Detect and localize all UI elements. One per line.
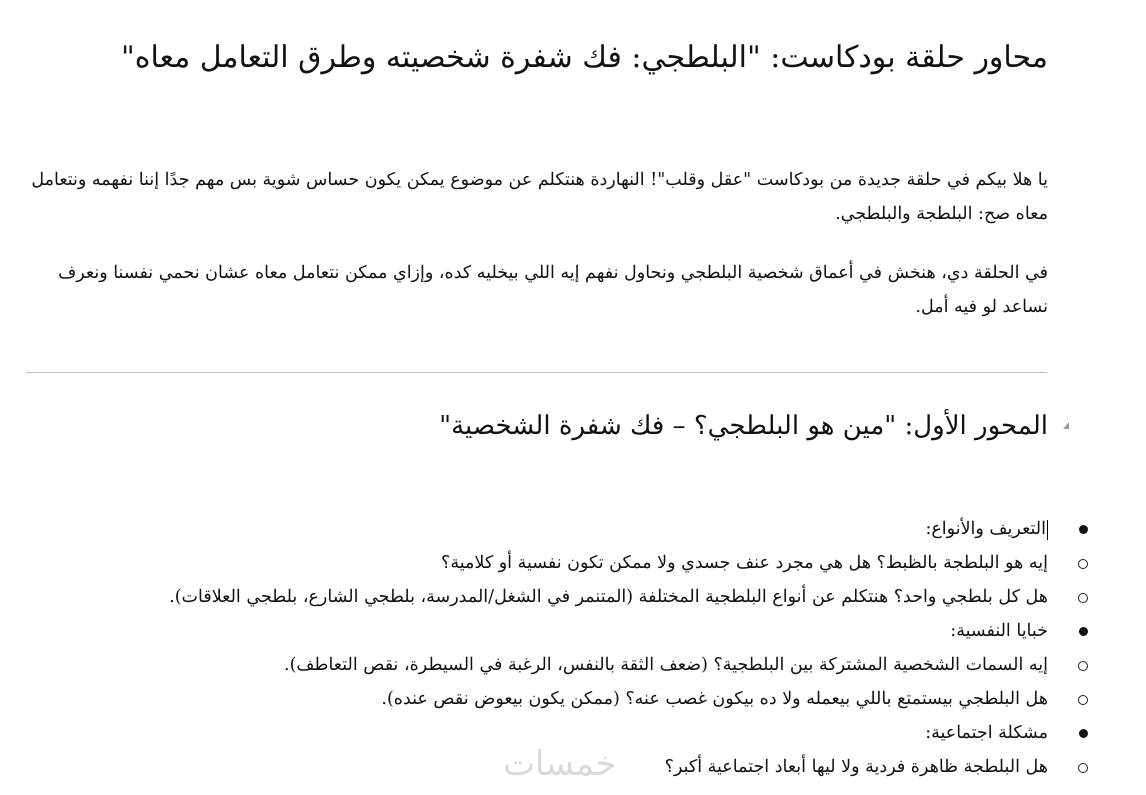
- horizontal-divider: [26, 372, 1047, 373]
- list-item[interactable]: [8, 512, 1048, 546]
- list-item[interactable]: [8, 614, 1048, 648]
- bullet-hollow-icon: [1078, 661, 1088, 671]
- section-title: المحور الأول: "مين هو البلطجي؟ – فك شفرة الشخصية": [439, 411, 1048, 441]
- watermark-logo: خمسات: [503, 744, 617, 784]
- bullet-filled-icon: [1079, 729, 1088, 738]
- bullet-hollow-icon: [1078, 559, 1088, 569]
- collapse-triangle-icon[interactable]: [1063, 422, 1069, 429]
- list-item[interactable]: [8, 580, 1048, 614]
- list-item[interactable]: [8, 648, 1048, 682]
- document-title: محاور حلقة بودكاست: "البلطجي: فك شفرة شخصيته وطرق التعامل معاه": [120, 40, 1048, 75]
- list-item-text: إيه هو البلطجة بالظبط؟ هل هي مجرد عنف جسدي ولا ممكن تكون نفسية أو كلامية؟: [441, 553, 1048, 573]
- list-item-text: هل البلطجة ظاهرة فردية ولا ليها أبعاد اجتماعية أكبر؟: [664, 757, 1048, 777]
- bullet-hollow-icon: [1078, 695, 1088, 705]
- list-item-text: هل كل بلطجي واحد؟ هنتكلم عن أنواع البلطجية المختلفة (المتنمر في الشغل/المدرسة، بلطجي الشارع، بلطجي العلاقات).: [169, 587, 1048, 607]
- list-item-text: مشكلة اجتماعية:: [925, 723, 1048, 743]
- bullet-hollow-icon: [1078, 763, 1088, 773]
- episode-paragraph: في الحلقة دي، هنخش في أعماق شخصية البلطجي ونحاول نفهم إيه اللي بيخليه كده، وإزاي ممكن نتعامل معاه عشان نحمي نفسنا ونعرف نساعد لو فيه أمل.: [58, 263, 1048, 317]
- intro-paragraph: يا هلا بيكم في حلقة جديدة من بودكاست "عقل وقلب"! النهاردة هنتكلم عن موضوع يمكن يكون حساس شوية بس مهم جدًا إننا نفهمه ونتعامل معاه صح: البلطجة والبلطجي.: [31, 170, 1048, 224]
- list-item[interactable]: [8, 546, 1048, 580]
- list-item-text: إيه السمات الشخصية المشتركة بين البلطجية؟ (ضعف الثقة بالنفس، الرغبة في السيطرة، نقص التعاطف).: [284, 655, 1048, 675]
- list-item-text: التعريف والأنواع:: [925, 519, 1046, 539]
- bullet-hollow-icon: [1078, 593, 1088, 603]
- section-heading[interactable]: [48, 406, 1048, 446]
- list-item-text: خبايا النفسية:: [950, 621, 1048, 641]
- text-cursor: [1047, 520, 1048, 540]
- list-item[interactable]: [8, 682, 1048, 716]
- bullet-filled-icon: [1079, 525, 1088, 534]
- list-item-text: هل البلطجي بيستمتع باللي بيعمله ولا ده بيكون غصب عنه؟ (ممكن يكون بيعوض نقص عنده).: [381, 689, 1048, 709]
- bullet-filled-icon: [1079, 627, 1088, 636]
